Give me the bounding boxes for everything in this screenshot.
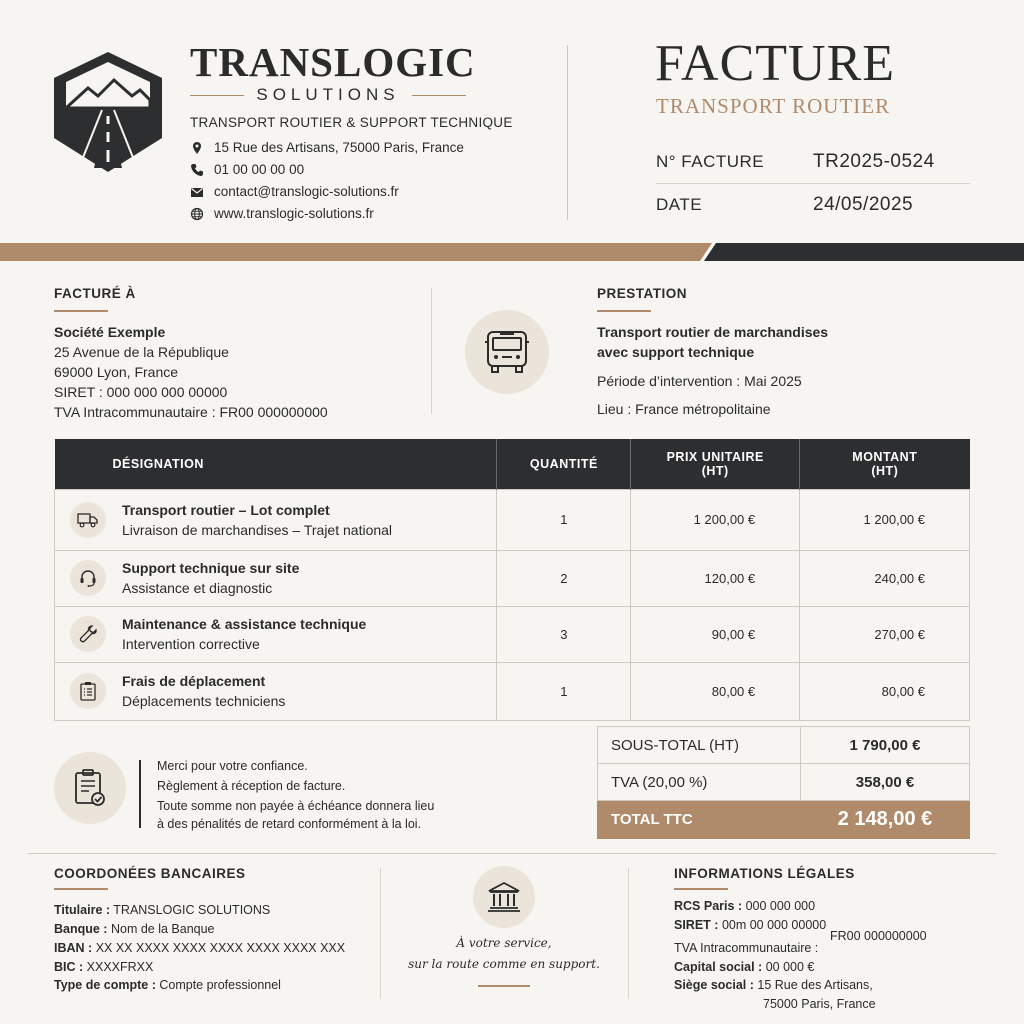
row-title: Transport routier – Lot complet [122,501,330,518]
row-subtitle: Déplacements techniciens [122,693,286,709]
header-unit-price-sub: (HT) [701,463,729,478]
row-unit-price: 90,00 € [631,606,800,662]
bank-iban [54,941,345,955]
header-band [0,243,1024,261]
row-designation [55,606,497,662]
checklist-icon [72,768,108,808]
contact-website-text[interactable]: www.translogic-solutions.fr [214,206,374,221]
envelope-icon [190,185,204,199]
bank-bic-value: XXXXFRXX [86,960,154,974]
bank-rule [54,888,108,890]
row-amount: 1 200,00 € [800,489,970,550]
legal-seat-label: Siège social : [674,978,754,992]
legal-rcs-label: RCS Paris : [674,899,743,913]
motto-line-1: À votre service, [456,936,552,950]
notes-bar [139,760,141,828]
vat-label: TVA (20,00 %) [598,764,801,801]
bank-account-type [54,978,281,992]
row-designation [55,662,497,720]
company-tagline: TRANSPORT ROUTIER & SUPPORT TECHNIQUE [190,115,513,130]
row-designation [55,489,497,550]
table-row [55,489,970,550]
legal-seat-line-2: 75000 Paris, France [763,997,876,1011]
legal-capital-label: Capital social : [674,960,763,974]
header-unit-price [631,439,800,489]
bank-holder [54,903,270,917]
footer-divider-left [380,868,381,998]
note-line-1: Merci pour votre confiance. [157,759,308,773]
client-vat: TVA Intracommunautaire : FR00 000000000 [54,404,328,420]
legal-seat [674,978,873,992]
prestation-title-2: avec support technique [597,344,755,360]
bank-iban-label: IBAN : [54,941,93,955]
legal-rcs-value: 000 000 000 [745,899,816,913]
invoice-date: 24/05/2025 [813,194,914,215]
row-unit-price: 80,00 € [631,662,800,720]
billed-to-heading: FACTURÉ À [54,286,136,301]
phone-icon [190,163,204,177]
legal-heading: INFORMATIONS LÉGALES [674,866,855,881]
bank-name [54,922,215,936]
contact-website[interactable] [190,206,374,221]
subtotal-label: SOUS-TOTAL (HT) [598,727,801,764]
table-header-row [55,439,970,489]
row-amount: 240,00 € [800,550,970,606]
truck-icon [70,502,106,538]
row-unit-price: 1 200,00 € [631,489,800,550]
header-amount-label: MONTANT [852,449,918,464]
header-unit-price-label: PRIX UNITAIRE [666,449,764,464]
vat-value: 358,00 € [801,764,970,801]
row-title: Frais de déplacement [122,673,266,689]
motto-rule [478,985,530,987]
bank-iban-value: XX XX XXXX XXXX XXXX XXXX XXXX XXX [95,941,346,955]
subtotal-value: 1 790,00 € [801,727,970,764]
legal-siret [674,918,826,932]
note-line-3: Toute somme non payée à échéance donnera lieu [157,799,435,813]
contact-address-text: 15 Rue des Artisans, 75000 Paris, France [214,140,464,155]
row-qty: 2 [497,550,631,606]
total-label: TOTAL TTC [598,801,801,839]
header-divider [567,45,568,220]
row-subtitle: Assistance et diagnostic [122,580,273,596]
subname-rule-left [190,95,244,96]
company-subname [190,84,466,106]
note-line-2: Règlement à réception de facture. [157,779,346,793]
location-pin-icon [190,141,204,155]
headset-icon [70,560,106,596]
total-value: 2 148,00 € [801,801,970,839]
truck-icon [484,328,530,376]
subname-rule-right [412,95,466,96]
row-designation [55,550,497,606]
row-qty: 3 [497,606,631,662]
total-row [598,801,970,839]
row-amount: 80,00 € [800,662,970,720]
motto-line-2: sur la route comme en support. [408,957,600,971]
row-title: Maintenance & assistance technique [122,616,367,632]
footer-divider [28,853,996,854]
invoice-subtitle: TRANSPORT ROUTIER [656,94,891,118]
contact-email[interactable] [190,184,399,199]
billing-divider [431,288,432,414]
legal-capital-value: 00 000 € [765,960,815,974]
row-qty: 1 [497,489,631,550]
client-street: 25 Avenue de la République [54,344,229,360]
items-table [54,439,970,721]
footer-divider-right [628,868,629,998]
prestation-place: Lieu : France métropolitaine [597,401,771,417]
prestation-icon-badge [465,310,549,394]
bank-type-value: Compte professionnel [159,978,281,992]
contact-email-text[interactable]: contact@translogic-solutions.fr [214,184,399,199]
header-designation: DÉSIGNATION [55,439,497,489]
header-amount [800,439,970,489]
meta-divider [656,183,970,184]
bank-bic-label: BIC : [54,960,84,974]
bank-holder-label: Titulaire : [54,903,111,917]
bank-bic [54,960,153,974]
bank-name-value: Nom de la Banque [110,922,215,936]
notes-icon-badge [54,752,126,824]
legal-vat-value: FR00 000000000 [830,929,927,943]
header-amount-sub: (HT) [871,463,899,478]
globe-icon [190,207,204,221]
contact-phone [190,162,304,177]
legal-siret-value: 00m 00 000 00000 [721,918,827,932]
table-row [55,550,970,606]
totals-table [597,726,970,839]
contact-address [190,140,464,155]
row-qty: 1 [497,662,631,720]
legal-siret-label: SIRET : [674,918,719,932]
row-subtitle: Intervention corrective [122,636,260,652]
invoice-date-label: DATE [656,195,703,214]
legal-capital [674,960,814,974]
wrench-icon [70,616,106,652]
header-quantity: QUANTITÉ [497,439,631,489]
bank-holder-value: TRANSLOGIC SOLUTIONS [113,903,271,917]
invoice-title: FACTURE [655,35,896,92]
legal-rule [674,888,728,890]
row-amount: 270,00 € [800,606,970,662]
billed-to-rule [54,310,108,312]
bank-heading: COORDONÉES BANCAIRES [54,866,246,881]
row-subtitle: Livraison de marchandises – Trajet national [122,521,393,538]
legal-seat-line-1: 15 Rue des Artisans, [757,978,873,992]
prestation-heading: PRESTATION [597,286,688,301]
row-unit-price: 120,00 € [631,550,800,606]
bank-icon-badge [473,866,535,928]
client-city: 69000 Lyon, France [54,364,179,380]
table-row [55,606,970,662]
bank-name-label: Banque : [54,922,108,936]
client-siret: SIRET : 000 000 000 00000 [54,384,228,400]
invoice-number-label: N° FACTURE [656,152,765,171]
prestation-rule [597,310,651,312]
bank-building-icon [486,881,522,913]
clipboard-icon [70,673,106,709]
note-line-4: à des pénalités de retard conformément à la loi. [157,817,422,831]
contact-phone-text: 01 00 00 00 00 [214,162,305,177]
invoice-number: TR2025-0524 [813,151,935,172]
prestation-title-1: Transport routier de marchandises [597,324,829,340]
company-logo [52,50,164,174]
legal-rcs [674,899,815,913]
company-name: TRANSLOGIC [190,39,476,85]
bank-type-label: Type de compte : [54,978,156,992]
row-title: Support technique sur site [122,560,300,576]
prestation-period: Période d’intervention : Mai 2025 [597,373,802,389]
subtotal-row [598,727,970,764]
company-subname-text: SOLUTIONS [256,85,400,104]
legal-vat-label: TVA Intracommunautaire : [674,941,819,955]
vat-row [598,764,970,801]
table-row [55,662,970,720]
client-name: Société Exemple [54,324,166,340]
